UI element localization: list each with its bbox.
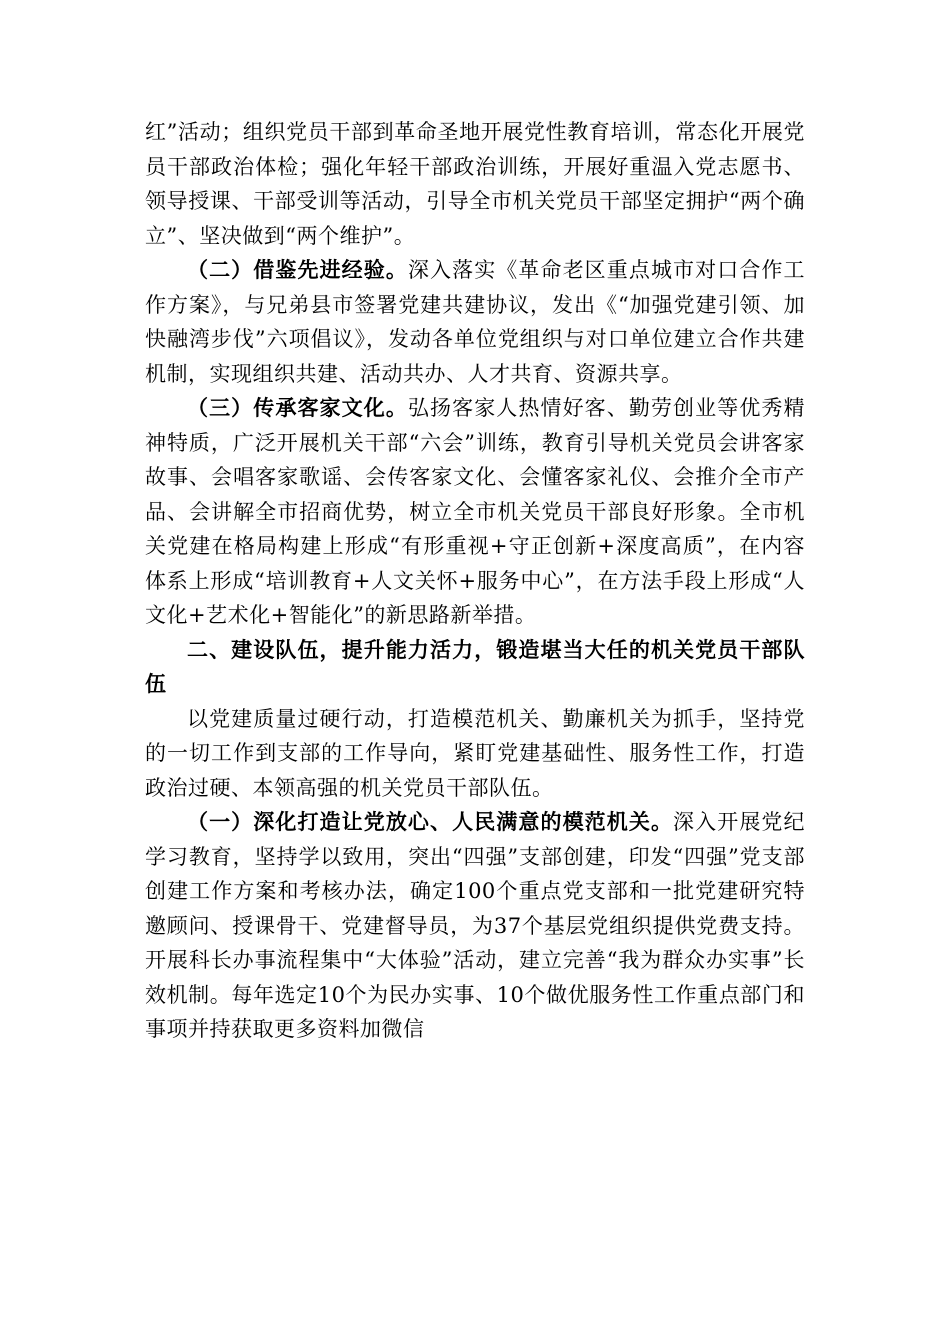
paragraph-2-body: 深入落实《革命老区重点城市对口合作工作方案》，与兄弟县市签署党建共建协议，发出《“加强党建引领、加快融湾步伐”六项倡议》，发动各单位党组织与对口单位建立合作共建机制，实现组织共建、活动共办、人才共育、资源共享。 [145,258,806,386]
paragraph-3 [145,391,805,633]
paragraph-5-lead: （一）深化打造让党放心、人民满意的模范机关。 [187,809,674,834]
paragraph-2 [145,253,805,391]
paragraph-4: 以党建质量过硬行动，打造模范机关、勤廉机关为抓手，坚持党的一切工作到支部的工作导向，紧盯党建基础性、服务性工作，打造政治过硬、本领高强的机关党员干部队伍。 [145,706,805,800]
paragraph-5 [145,805,805,1047]
paragraph-3-lead: （三）传承客家文化。 [187,395,408,420]
paragraph-2-lead: （二）借鉴先进经验。 [187,257,408,282]
document-body [145,115,805,1047]
paragraph-3-body: 弘扬客家人热情好客、勤劳创业等优秀精神特质，广泛开展机关干部“六会”训练，教育引导机关党员会讲客家故事、会唱客家歌谣、会传客家文化、会懂客家礼仪、会推介全市产品、会讲解全市招商优势，树立全市机关党员干部良好形象。全市机关党建在格局构建上形成“有形重视+守正创新+深度高质”，在内容体系上形成“培训教育+人文关怀+服务中心”，在方法手段上形成“人文化+艺术化+智能化”的新思路新举措。 [145,396,806,627]
paragraph-1: 红”活动；组织党员干部到革命圣地开展党性教育培训，常态化开展党员干部政治体检；强化年轻干部政治训练，开展好重温入党志愿书、领导授课、干部受训等活动，引导全市机关党员干部坚定拥护“两个确立”、坚决做到“两个维护”。 [145,120,805,248]
paragraph-5-body: 深入开展党纪学习教育，坚持学以致用，突出“四强”支部创建，印发“四强”党支部创建工作方案和考核办法，确定100个重点党支部和一批党建研究特邀顾问、授课骨干、党建督导员，为37个基层党组织提供党费支持。开展科长办事流程集中“大体验”活动，建立完善“我为群众办实事”长效机制。每年选定10个为民办实事、10个做优服务性工作重点部门和事项并持 [145,810,806,1041]
section-heading-2: 二、建设队伍，提升能力活力，锻造堪当大任的机关党员干部队伍 [145,637,805,696]
watermark-text: 获取更多资料加微信 [231,1017,425,1041]
